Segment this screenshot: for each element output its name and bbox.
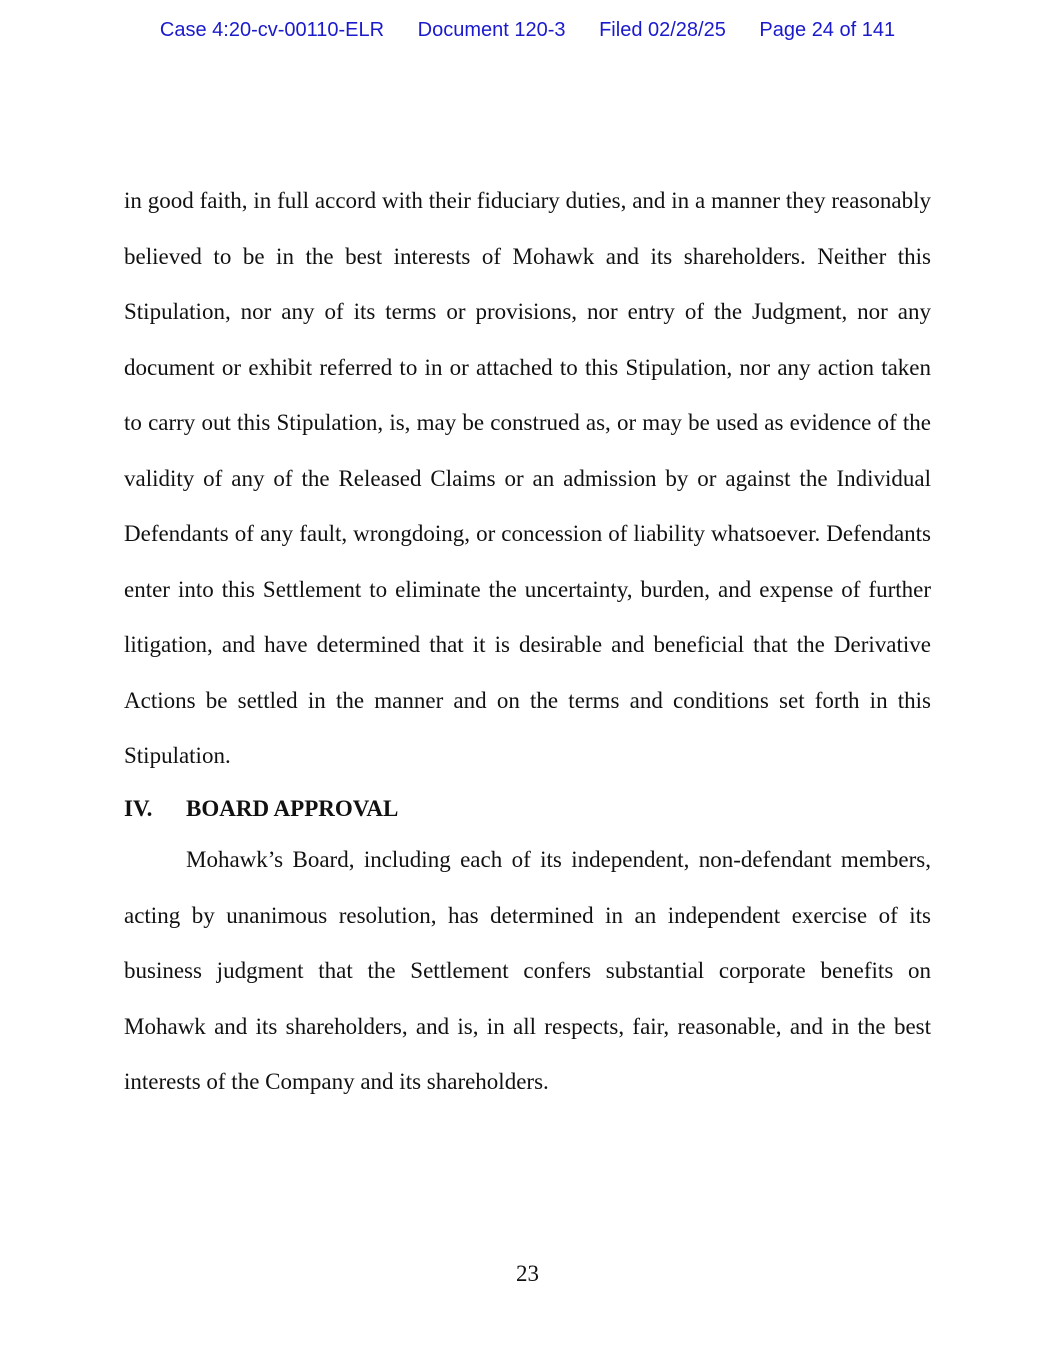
filed-date: Filed 02/28/25 (599, 19, 726, 41)
section-number: IV. (124, 796, 153, 821)
document-number: Document 120-3 (417, 19, 566, 41)
paragraph-board-approval: Mohawk’s Board, including each of its independent, non-defendant members, acting by unanimous resolution, has determined in an independent exercise of its business judgment that the Settlement confers substantial corporate benefits on Mohawk and its shareholders, and is, in all respects, fair, reasonable, and in the best interests of the Company and its shareholders. (124, 847, 931, 1094)
filing-header (0, 19, 1055, 42)
page-number: 23 (516, 1261, 539, 1286)
section-title: BOARD APPROVAL (186, 796, 399, 821)
paragraph-good-faith: in good faith, in full accord with their fiduciary duties, and in a manner they reasonably believed to be in the best interests of Mohawk and its shareholders. Neither this Stipulation, nor any of its terms or provisions, nor entry of the Judgment, nor any document or exhibit referred to in or attached to this Stipulation, nor any action taken to carry out this Stipulation, is, may be construed as, or may be used as evidence of the validity of any of the Released Claims or an admission by or against the Individual Defendants of any fault, wrongdoing, or concession of liability whatsoever. Defendants enter into this Settlement to eliminate the uncertainty, burden, and expense of further litigation, and have determined that it is desirable and beneficial that the Derivative Actions be settled in the manner and on the terms and conditions set forth in this Stipulation. (124, 188, 931, 768)
case-number: Case 4:20-cv-00110-ELR (159, 19, 385, 41)
section-heading (124, 796, 398, 822)
page-of-total: Page 24 of 141 (759, 19, 896, 41)
